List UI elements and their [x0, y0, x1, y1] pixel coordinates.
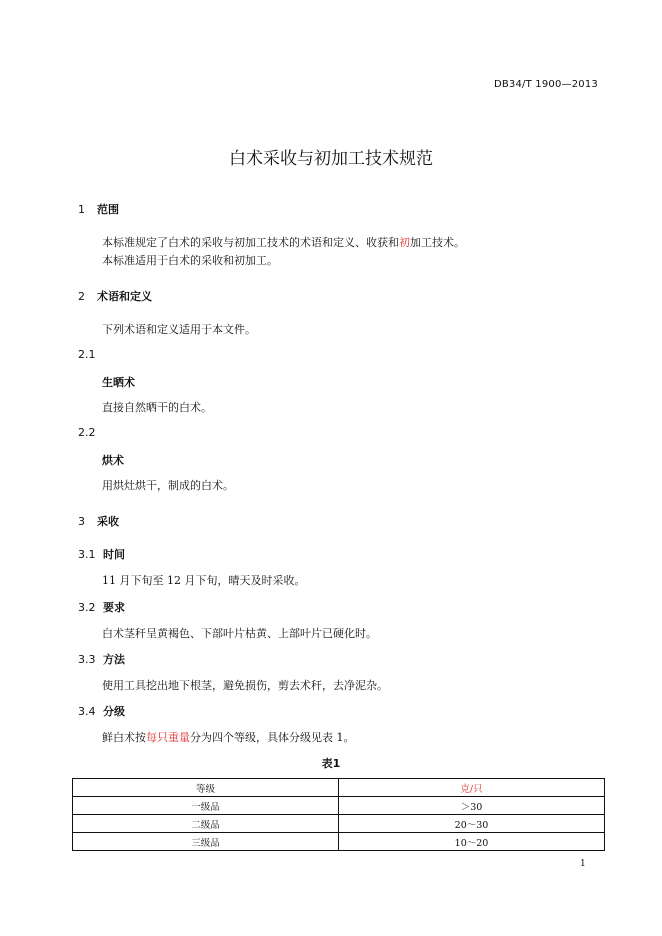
section-title: 范围: [97, 203, 119, 216]
clause-number: 3.2: [78, 601, 96, 614]
text-run: 分为四个等级，具体分级见表 1。: [190, 731, 355, 744]
grade-table: [72, 778, 605, 851]
term-name: 生晒术: [102, 376, 135, 389]
clause-heading: [78, 703, 125, 719]
clause-number: 3.1: [78, 548, 96, 561]
table-row: [73, 815, 605, 833]
section-2-heading: [78, 288, 152, 304]
paragraph: 白术茎秆呈黄褐色、下部叶片枯黄、上部叶片已硬化时。: [102, 627, 377, 640]
clause-number: 3.3: [78, 653, 96, 666]
paragraph: [102, 234, 465, 250]
paragraph: 使用工具挖出地下根茎，避免损伤，剪去术秆，去净泥杂。: [102, 679, 388, 692]
section-title: 采收: [97, 515, 119, 528]
section-number: 2: [78, 290, 85, 303]
clause-number: 3.4: [78, 705, 96, 718]
clause-heading: [78, 651, 125, 667]
text-run: 鲜白术按: [102, 731, 146, 744]
term-number: 2.2: [78, 426, 96, 439]
clause-title: 方法: [103, 653, 125, 666]
term-name: 烘术: [102, 454, 124, 467]
table-header-row: [73, 779, 605, 797]
section-number: 3: [78, 515, 85, 528]
page-number: 1: [580, 859, 586, 869]
table-cell: ＞30: [339, 797, 605, 815]
clause-heading: [78, 546, 125, 562]
clause-title: 要求: [103, 601, 125, 614]
term-definition: 用烘灶烘干，制成的白术。: [102, 479, 234, 492]
clause-title: 时间: [103, 548, 125, 561]
section-1-heading: [78, 201, 119, 217]
highlighted-text: 每只重量: [146, 731, 190, 744]
paragraph: 本标准适用于白术的采收和初加工。: [102, 254, 278, 267]
term-definition: 直接自然晒干的白术。: [102, 401, 212, 414]
table-cell: 二级品: [73, 815, 339, 833]
table-caption: 表1: [321, 757, 341, 770]
clause-title: 分级: [103, 705, 125, 718]
table-cell: 一级品: [73, 797, 339, 815]
section-number: 1: [78, 203, 85, 216]
clause-heading: [78, 599, 125, 615]
text-run: 加工技术。: [410, 236, 465, 249]
table-row: [73, 797, 605, 815]
standard-number: DB34/T 1900—2013: [493, 79, 598, 90]
table-header-cell: 克/只: [339, 779, 605, 797]
section-title: 术语和定义: [97, 290, 152, 303]
table-cell: 三级品: [73, 833, 339, 851]
paragraph: 下列术语和定义适用于本文件。: [102, 323, 256, 336]
term-number: 2.1: [78, 348, 96, 361]
paragraph: 11 月下旬至 12 月下旬，晴天及时采收。: [102, 574, 306, 587]
paragraph: [102, 729, 355, 745]
table-cell: 10～20: [339, 833, 605, 851]
document-title: 白术采收与初加工技术规范: [229, 149, 433, 169]
table-header-cell: 等级: [73, 779, 339, 797]
section-3-heading: [78, 513, 119, 529]
highlighted-text: 初: [399, 236, 410, 249]
table-row: [73, 833, 605, 851]
table-cell: 20～30: [339, 815, 605, 833]
text-run: 本标准规定了白术的采收与初加工技术的术语和定义、收获和: [102, 236, 399, 249]
